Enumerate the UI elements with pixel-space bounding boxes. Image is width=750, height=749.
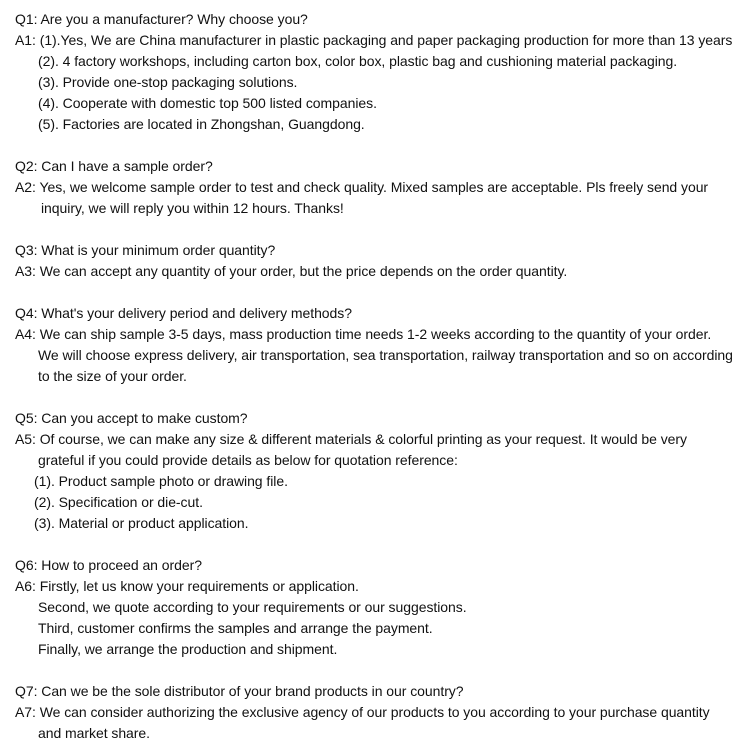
faq-answer-1-line-3: (3). Provide one-stop packaging solutions. (38, 74, 298, 90)
faq-answer-2-line-1: A2: Yes, we welcome sample order to test and check quality. Mixed samples are acceptable. Pls freely send your (15, 179, 709, 195)
faq-answer-1-line-4: (4). Cooperate with domestic top 500 listed companies. (38, 95, 377, 111)
faq-answer-6-line-2: Second, we quote according to your requirements or our suggestions. (38, 599, 467, 615)
faq-answer-5-line-5: (3). Material or product application. (34, 515, 249, 531)
faq-answer-7-line-1: A7: We can consider authorizing the exclusive agency of our products to you according to your purchase quantity (15, 704, 710, 720)
faq-answer-1-line-1: A1: (1).Yes, We are China manufacturer in plastic packaging and paper packaging production for more than 13 years (15, 32, 733, 48)
faq-answer-6-line-1: A6: Firstly, let us know your requirements or application. (15, 578, 359, 594)
faq-answer-2-line-2: inquiry, we will reply you within 12 hours. Thanks! (41, 200, 344, 216)
faq-answer-3-line-1: A3: We can accept any quantity of your order, but the price depends on the order quantity. (15, 263, 568, 279)
faq-answer-6-line-4: Finally, we arrange the production and shipment. (38, 641, 338, 657)
faq-answer-5-line-3: (1). Product sample photo or drawing file. (34, 473, 288, 489)
faq-answer-4-line-3: to the size of your order. (38, 368, 187, 384)
faq-question-7: Q7: Can we be the sole distributor of your brand products in our country? (15, 683, 464, 699)
faq-answer-4-line-1: A4: We can ship sample 3-5 days, mass production time needs 1-2 weeks according to the quantity of your order. (15, 326, 712, 342)
faq-answer-5-line-4: (2). Specification or die-cut. (34, 494, 203, 510)
faq-answer-6-line-3: Third, customer confirms the samples and arrange the payment. (38, 620, 433, 636)
faq-answer-5-line-2: grateful if you could provide details as below for quotation reference: (38, 452, 458, 468)
faq-question-1: Q1: Are you a manufacturer? Why choose you? (15, 11, 308, 27)
faq-answer-7-line-2: and market share. (38, 725, 150, 741)
faq-question-2: Q2: Can I have a sample order? (15, 158, 213, 174)
faq-answer-1-line-2: (2). 4 factory workshops, including carton box, color box, plastic bag and cushioning material packaging. (38, 53, 678, 69)
faq-question-4: Q4: What's your delivery period and delivery methods? (15, 305, 352, 321)
faq-answer-1-line-5: (5). Factories are located in Zhongshan, Guangdong. (38, 116, 365, 132)
faq-question-5: Q5: Can you accept to make custom? (15, 410, 248, 426)
faq-answer-4-line-2: We will choose express delivery, air transportation, sea transportation, railway transportation and so on according (38, 347, 733, 363)
faq-question-3: Q3: What is your minimum order quantity? (15, 242, 276, 258)
faq-question-6: Q6: How to proceed an order? (15, 557, 202, 573)
faq-answer-5-line-1: A5: Of course, we can make any size & different materials & colorful printing as your request. It would be very (15, 431, 687, 447)
